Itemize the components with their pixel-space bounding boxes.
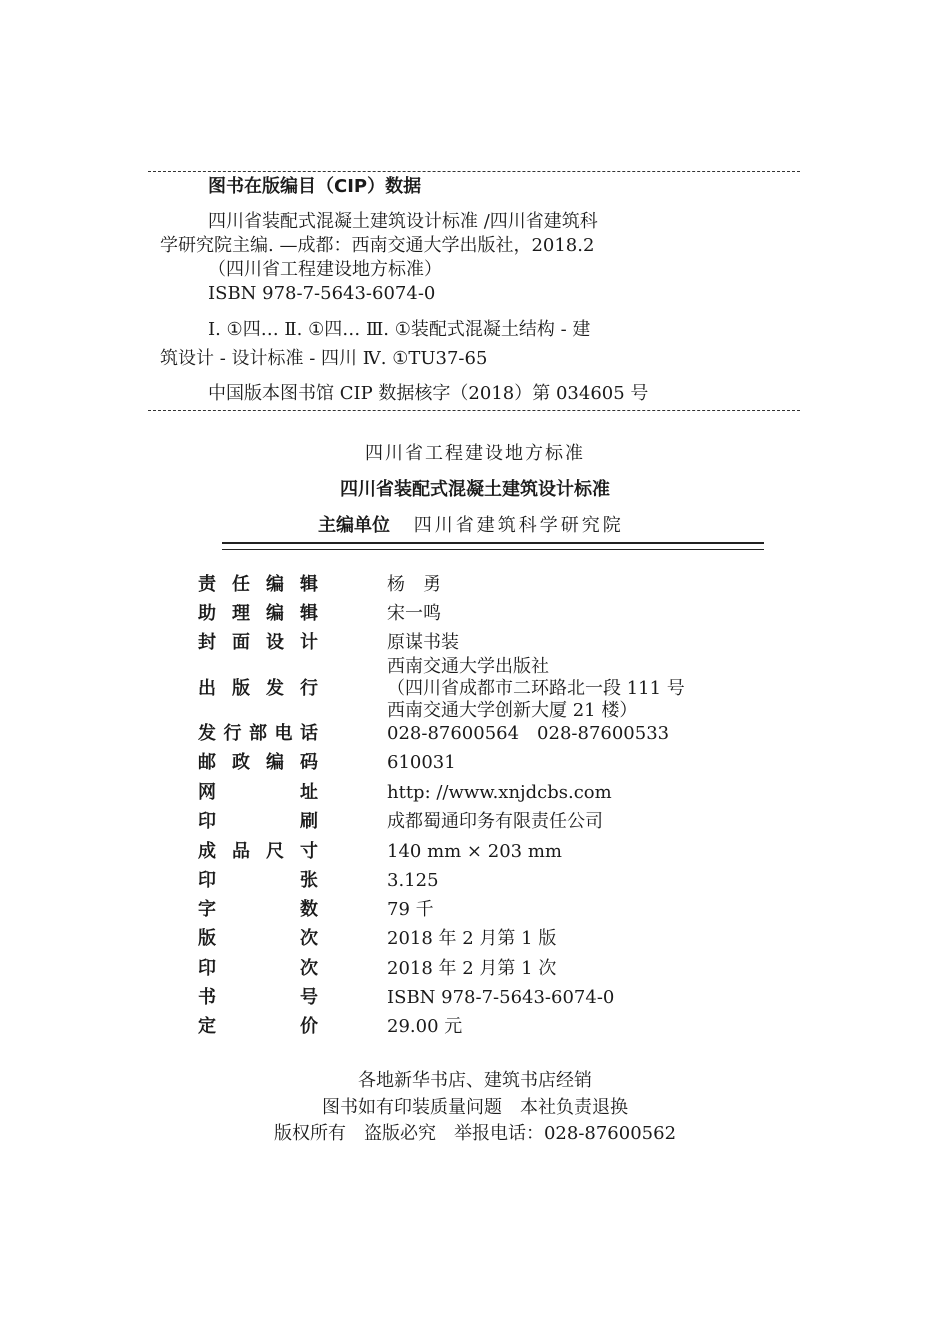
detail-label: 版次 (198, 928, 318, 949)
detail-label: 字数 (198, 899, 318, 920)
footer-line-1: 各地新华书店、建筑书店经销 (358, 1070, 592, 1091)
detail-value: 028-87600564 028-87600533 (387, 723, 670, 744)
cip-line-5: Ⅰ. ①四… Ⅱ. ①四… Ⅲ. ①装配式混凝土结构 - 建 (208, 319, 591, 340)
series-name: 四川省工程建设地方标准 (365, 443, 585, 464)
editor-label: 主编单位 (318, 515, 390, 536)
detail-value: 3.125 (387, 870, 439, 891)
detail-value: 140 mm × 203 mm (387, 841, 562, 862)
detail-value-address: （四川省成都市二环路北一段 111 号 (387, 678, 685, 699)
detail-label: 书号 (198, 987, 318, 1008)
detail-value: 西南交通大学出版社 (387, 656, 549, 677)
cip-top-divider (148, 171, 800, 172)
detail-value: 宋一鸣 (387, 603, 441, 624)
detail-label: 封面设计 (198, 632, 318, 653)
detail-label: 网址 (198, 782, 318, 803)
footer-line-2: 图书如有印装质量问题 本社负责退换 (322, 1097, 628, 1118)
detail-label: 定价 (198, 1016, 318, 1037)
detail-value: 杨 勇 (387, 574, 441, 595)
detail-value: http: //www.xnjdcbs.com (387, 782, 612, 803)
detail-label: 印刷 (198, 811, 318, 832)
cip-bottom-divider (148, 410, 800, 411)
cip-line-7: 中国版本图书馆 CIP 数据核字（2018）第 034605 号 (208, 383, 649, 404)
detail-label: 出版发行 (198, 678, 318, 699)
detail-value: 成都蜀通印务有限责任公司 (387, 811, 603, 832)
cip-line-2: 学研究院主编. —成都：西南交通大学出版社，2018.2 (160, 235, 595, 256)
cip-line-3: （四川省工程建设地方标准） (208, 259, 442, 280)
detail-value: ISBN 978-7-5643-6074-0 (387, 987, 615, 1008)
detail-label: 助理编辑 (198, 603, 318, 624)
cip-heading: 图书在版编目（CIP）数据 (208, 176, 422, 197)
detail-label: 印次 (198, 958, 318, 979)
detail-value-address: 西南交通大学创新大厦 21 楼） (387, 700, 638, 721)
detail-value: 2018 年 2 月第 1 版 (387, 928, 557, 949)
detail-value: 原谋书装 (387, 632, 459, 653)
editor-line (318, 514, 624, 538)
cip-line-1: 四川省装配式混凝土建筑设计标准 /四川省建筑科 (208, 211, 598, 232)
cip-line-4: ISBN 978-7-5643-6074-0 (208, 283, 436, 304)
footer-line-3: 版权所有 盗版必究 举报电话：028-87600562 (273, 1123, 677, 1144)
detail-value: 29.00 元 (387, 1016, 463, 1037)
cip-line-6: 筑设计 - 设计标准 - 四川 Ⅳ. ①TU37-65 (160, 348, 488, 369)
detail-value: 79 千 (387, 899, 434, 920)
detail-value: 2018 年 2 月第 1 次 (387, 958, 557, 979)
detail-label: 成品尺寸 (198, 841, 318, 862)
book-title: 四川省装配式混凝土建筑设计标准 (340, 479, 610, 500)
detail-label: 邮政编码 (198, 752, 318, 773)
detail-value: 610031 (387, 752, 456, 773)
detail-label: 印张 (198, 870, 318, 891)
editor-value: 四川省建筑科学研究院 (413, 515, 624, 536)
detail-label: 责任编辑 (198, 574, 318, 595)
header-double-rule (222, 542, 764, 550)
detail-label: 发行部电话 (198, 723, 318, 744)
